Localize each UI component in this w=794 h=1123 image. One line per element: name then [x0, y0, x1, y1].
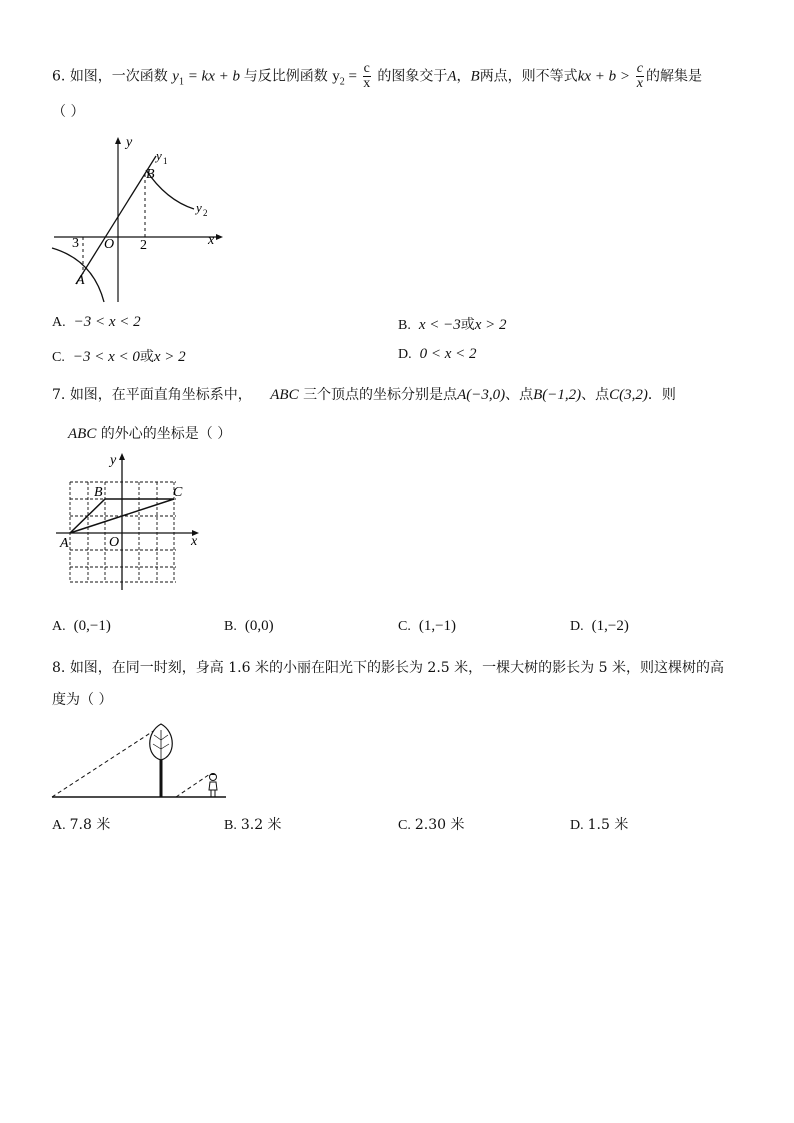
- q8-option-d[interactable]: [570, 814, 628, 834]
- q7-sep-1: 、点: [505, 387, 534, 403]
- label-y1: y: [156, 148, 162, 163]
- label-origin: O: [104, 237, 115, 252]
- label-x: x: [208, 233, 215, 248]
- q8-stem-line2: 度为（ ）: [52, 692, 113, 708]
- option-value: (1,−1): [418, 618, 457, 634]
- tick-2: 2: [140, 238, 147, 253]
- q8-line1: 如图，在同一时刻，身高 1.6 米的小丽在阳光下的影长为 2.5 米，一棵大树的影长为 5 米，则这棵树的高: [69, 660, 724, 676]
- frac-den: x: [636, 76, 643, 91]
- q7-option-d[interactable]: [570, 618, 629, 635]
- y-axis-arrow: [115, 137, 121, 144]
- option-value: 2.30 米: [414, 817, 465, 833]
- option-value: −3 < x < 2: [73, 314, 141, 330]
- q7-text-c: ．则: [647, 387, 676, 403]
- question-number: 8.: [52, 660, 66, 676]
- label-y2: y: [196, 200, 202, 215]
- label-point-b: B: [146, 167, 155, 182]
- option-value: (0,0): [244, 618, 274, 634]
- frac-num: c: [363, 61, 370, 76]
- line-y1: [76, 156, 156, 284]
- q6-stem-line1: [52, 62, 702, 92]
- q6-option-b[interactable]: [398, 314, 507, 334]
- y-axis-arrow: [119, 453, 125, 460]
- q6-text-b: 与反比例函数: [243, 68, 328, 85]
- q6-answer-paren: （ ）: [52, 104, 85, 120]
- q6-point-b: B: [470, 68, 480, 85]
- option-value: 3.2 米: [240, 817, 282, 833]
- q8-option-a[interactable]: [52, 814, 110, 834]
- option-value-a: x < −3: [418, 317, 461, 333]
- q6-fraction-1: [363, 62, 371, 91]
- label-point-a: A: [60, 536, 69, 551]
- q6-figure: [48, 134, 228, 306]
- option-value-b: x > 2: [153, 349, 186, 365]
- option-or: 或: [460, 317, 475, 333]
- sun-ray-girl: [176, 774, 210, 797]
- q6-option-c[interactable]: [52, 346, 186, 366]
- option-label: B.: [224, 619, 237, 634]
- q6-y1-sub: 1: [178, 76, 184, 88]
- q6-y2-sub: 2: [339, 76, 345, 88]
- q6-point-a: A: [447, 68, 457, 85]
- question-number: 6.: [52, 68, 66, 85]
- q7-point-c: C(3,2): [609, 387, 648, 403]
- label-origin: O: [109, 535, 120, 550]
- option-label: A.: [52, 818, 66, 833]
- q8-stem-line1: [52, 658, 724, 678]
- option-value: 0 < x < 2: [419, 346, 477, 362]
- q6-y2: y: [332, 68, 340, 85]
- option-label: D.: [570, 619, 584, 634]
- q7-triangle-2: ABC: [68, 426, 97, 442]
- tick-neg3: 3: [72, 236, 79, 251]
- sun-ray-tree: [52, 728, 158, 797]
- q7-figure: [52, 450, 212, 590]
- q6-eq2: =: [344, 68, 361, 85]
- q6-option-a[interactable]: [52, 314, 141, 331]
- q7-sep-2: 、点: [581, 387, 610, 403]
- q8-option-b[interactable]: [224, 814, 282, 834]
- tree-icon: [150, 724, 173, 797]
- girl-icon: [209, 773, 217, 797]
- q6-text-d: 两点，则不等式: [479, 68, 578, 85]
- q7-option-a[interactable]: [52, 618, 111, 635]
- question-number: 7.: [52, 387, 66, 403]
- option-value-a: −3 < x < 0: [72, 349, 140, 365]
- frac-den: x: [363, 76, 371, 91]
- option-label: B.: [398, 318, 411, 333]
- label-y: y: [110, 453, 117, 468]
- q6-fraction-2: [636, 62, 644, 91]
- q7-option-b[interactable]: [224, 618, 274, 635]
- q7-triangle: ABC: [270, 387, 299, 403]
- label-y2-sub: 2: [203, 208, 208, 218]
- q8-option-c[interactable]: [398, 814, 464, 834]
- grid: [70, 482, 176, 582]
- q7-point-b: B(−1,2): [533, 387, 582, 403]
- option-value: 1.5 米: [587, 817, 629, 833]
- label-point-c: C: [173, 485, 183, 500]
- option-value: (0,−1): [73, 618, 111, 634]
- q6-option-d[interactable]: [398, 346, 477, 363]
- q7-point-a: A(−3,0): [457, 387, 506, 403]
- option-value-b: x > 2: [474, 317, 507, 333]
- option-or: 或: [139, 349, 154, 365]
- q7-text-d: 的外心的坐标是（ ）: [100, 426, 232, 442]
- label-point-a: A: [76, 273, 85, 288]
- option-label: D.: [570, 818, 584, 833]
- option-value: 7.8 米: [69, 817, 111, 833]
- label-y: y: [126, 135, 133, 150]
- option-label: D.: [398, 347, 412, 362]
- q7-option-c[interactable]: [398, 618, 456, 635]
- q6-y1: y: [172, 68, 179, 85]
- q6-inequality: kx + b >: [577, 68, 634, 85]
- label-point-b: B: [94, 485, 103, 500]
- option-label: C.: [52, 350, 65, 365]
- q6-eq1: = kx + b: [183, 68, 244, 85]
- option-label: C.: [398, 818, 411, 833]
- label-x: x: [191, 534, 198, 549]
- x-axis-arrow: [216, 234, 223, 240]
- option-label: B.: [224, 818, 237, 833]
- q7-stem-line2: [68, 424, 231, 444]
- q7-text-a: 如图，在平面直角坐标系中，: [69, 387, 252, 403]
- option-label: A.: [52, 619, 66, 634]
- q6-sep: ，: [456, 68, 471, 85]
- option-value: (1,−2): [591, 618, 629, 634]
- q7-stem-line1: [52, 385, 676, 405]
- q7-text-b: 三个顶点的坐标分别是点: [303, 387, 458, 403]
- frac-num: c: [636, 61, 643, 76]
- option-label: C.: [398, 619, 411, 634]
- q6-text-e: 的解集是: [645, 68, 702, 85]
- q6-text-a: 如图，一次函数: [69, 68, 168, 85]
- option-label: A.: [52, 315, 66, 330]
- q6-text-c: 的图象交于: [377, 68, 448, 85]
- label-y1-sub: 1: [163, 156, 168, 166]
- q8-figure: [50, 720, 230, 802]
